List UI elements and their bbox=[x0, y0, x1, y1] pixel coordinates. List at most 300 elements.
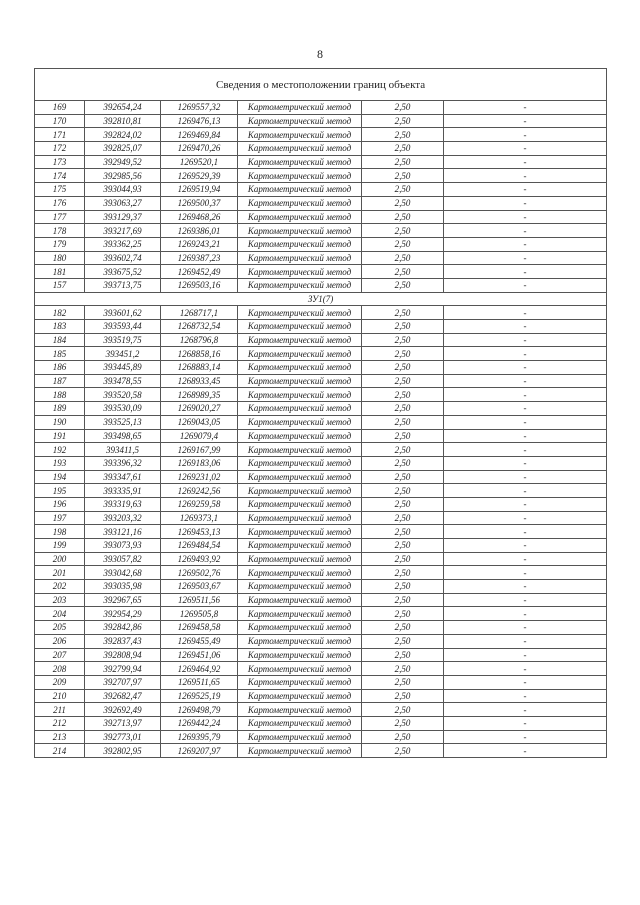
description-empty: - bbox=[444, 128, 607, 142]
description-empty: - bbox=[444, 142, 607, 156]
x-coordinate: 393396,32 bbox=[85, 456, 161, 470]
x-coordinate: 393347,61 bbox=[85, 470, 161, 484]
precision-value: 2,50 bbox=[362, 744, 444, 758]
precision-value: 2,50 bbox=[362, 402, 444, 416]
precision-value: 2,50 bbox=[362, 210, 444, 224]
precision-value: 2,50 bbox=[362, 169, 444, 183]
table-row bbox=[35, 443, 607, 457]
description-empty: - bbox=[444, 566, 607, 580]
determination-method: Картометрический метод bbox=[238, 525, 362, 539]
point-number: 198 bbox=[35, 525, 85, 539]
table-row bbox=[35, 196, 607, 210]
point-number: 177 bbox=[35, 210, 85, 224]
x-coordinate: 393593,44 bbox=[85, 320, 161, 334]
description-empty: - bbox=[444, 443, 607, 457]
table-row bbox=[35, 251, 607, 265]
table-row bbox=[35, 429, 607, 443]
table-row bbox=[35, 415, 607, 429]
point-number: 188 bbox=[35, 388, 85, 402]
determination-method: Картометрический метод bbox=[238, 183, 362, 197]
determination-method: Картометрический метод bbox=[238, 101, 362, 115]
determination-method: Картометрический метод bbox=[238, 237, 362, 251]
table-row bbox=[35, 114, 607, 128]
precision-value: 2,50 bbox=[362, 429, 444, 443]
determination-method: Картометрический метод bbox=[238, 320, 362, 334]
table-row bbox=[35, 101, 607, 115]
determination-method: Картометрический метод bbox=[238, 593, 362, 607]
point-number: 183 bbox=[35, 320, 85, 334]
precision-value: 2,50 bbox=[362, 251, 444, 265]
x-coordinate: 393445,89 bbox=[85, 361, 161, 375]
y-coordinate: 1269231,02 bbox=[161, 470, 238, 484]
determination-method: Картометрический метод bbox=[238, 128, 362, 142]
point-number: 181 bbox=[35, 265, 85, 279]
determination-method: Картометрический метод bbox=[238, 415, 362, 429]
table-row bbox=[35, 361, 607, 375]
description-empty: - bbox=[444, 333, 607, 347]
precision-value: 2,50 bbox=[362, 689, 444, 703]
y-coordinate: 1269511,56 bbox=[161, 593, 238, 607]
x-coordinate: 393520,58 bbox=[85, 388, 161, 402]
precision-value: 2,50 bbox=[362, 388, 444, 402]
precision-value: 2,50 bbox=[362, 101, 444, 115]
point-number: 185 bbox=[35, 347, 85, 361]
description-empty: - bbox=[444, 456, 607, 470]
precision-value: 2,50 bbox=[362, 525, 444, 539]
precision-value: 2,50 bbox=[362, 675, 444, 689]
x-coordinate: 392949,52 bbox=[85, 155, 161, 169]
y-coordinate: 1269468,26 bbox=[161, 210, 238, 224]
description-empty: - bbox=[444, 278, 607, 292]
determination-method: Картометрический метод bbox=[238, 511, 362, 525]
point-number: 206 bbox=[35, 634, 85, 648]
precision-value: 2,50 bbox=[362, 142, 444, 156]
x-coordinate: 393042,68 bbox=[85, 566, 161, 580]
point-number: 180 bbox=[35, 251, 85, 265]
description-empty: - bbox=[444, 607, 607, 621]
determination-method: Картометрический метод bbox=[238, 210, 362, 224]
precision-value: 2,50 bbox=[362, 716, 444, 730]
table-row bbox=[35, 703, 607, 717]
point-number: 196 bbox=[35, 497, 85, 511]
description-empty: - bbox=[444, 552, 607, 566]
y-coordinate: 1269520,1 bbox=[161, 155, 238, 169]
y-coordinate: 1269470,26 bbox=[161, 142, 238, 156]
x-coordinate: 392967,65 bbox=[85, 593, 161, 607]
description-empty: - bbox=[444, 675, 607, 689]
point-number: 213 bbox=[35, 730, 85, 744]
table-row bbox=[35, 566, 607, 580]
determination-method: Картометрический метод bbox=[238, 634, 362, 648]
description-empty: - bbox=[444, 183, 607, 197]
precision-value: 2,50 bbox=[362, 278, 444, 292]
table-row bbox=[35, 456, 607, 470]
precision-value: 2,50 bbox=[362, 306, 444, 320]
table-row bbox=[35, 662, 607, 676]
precision-value: 2,50 bbox=[362, 470, 444, 484]
precision-value: 2,50 bbox=[362, 607, 444, 621]
x-coordinate: 392713,97 bbox=[85, 716, 161, 730]
table-row bbox=[35, 511, 607, 525]
precision-value: 2,50 bbox=[362, 415, 444, 429]
point-number: 171 bbox=[35, 128, 85, 142]
x-coordinate: 393411,5 bbox=[85, 443, 161, 457]
x-coordinate: 392837,43 bbox=[85, 634, 161, 648]
determination-method: Картометрический метод bbox=[238, 621, 362, 635]
y-coordinate: 1269452,49 bbox=[161, 265, 238, 279]
table-row bbox=[35, 470, 607, 484]
description-empty: - bbox=[444, 361, 607, 375]
y-coordinate: 1269493,92 bbox=[161, 552, 238, 566]
x-coordinate: 393319,63 bbox=[85, 497, 161, 511]
point-number: 186 bbox=[35, 361, 85, 375]
description-empty: - bbox=[444, 511, 607, 525]
precision-value: 2,50 bbox=[362, 374, 444, 388]
precision-value: 2,50 bbox=[362, 484, 444, 498]
table-row bbox=[35, 237, 607, 251]
determination-method: Картометрический метод bbox=[238, 155, 362, 169]
y-coordinate: 1269079,4 bbox=[161, 429, 238, 443]
y-coordinate: 1269451,06 bbox=[161, 648, 238, 662]
determination-method: Картометрический метод bbox=[238, 196, 362, 210]
description-empty: - bbox=[444, 593, 607, 607]
x-coordinate: 392810,81 bbox=[85, 114, 161, 128]
x-coordinate: 393362,25 bbox=[85, 237, 161, 251]
point-number: 191 bbox=[35, 429, 85, 443]
y-coordinate: 1269183,06 bbox=[161, 456, 238, 470]
table-row bbox=[35, 265, 607, 279]
precision-value: 2,50 bbox=[362, 155, 444, 169]
x-coordinate: 392808,94 bbox=[85, 648, 161, 662]
description-empty: - bbox=[444, 539, 607, 553]
point-number: 210 bbox=[35, 689, 85, 703]
determination-method: Картометрический метод bbox=[238, 744, 362, 758]
point-number: 203 bbox=[35, 593, 85, 607]
y-coordinate: 1269442,24 bbox=[161, 716, 238, 730]
x-coordinate: 393530,09 bbox=[85, 402, 161, 416]
determination-method: Картометрический метод bbox=[238, 429, 362, 443]
point-number: 199 bbox=[35, 539, 85, 553]
x-coordinate: 393602,74 bbox=[85, 251, 161, 265]
section-row bbox=[35, 292, 607, 306]
precision-value: 2,50 bbox=[362, 730, 444, 744]
table-row bbox=[35, 580, 607, 594]
description-empty: - bbox=[444, 210, 607, 224]
x-coordinate: 393073,93 bbox=[85, 539, 161, 553]
table-title: Сведения о местоположении границ объекта bbox=[35, 69, 607, 101]
precision-value: 2,50 bbox=[362, 621, 444, 635]
x-coordinate: 392799,94 bbox=[85, 662, 161, 676]
y-coordinate: 1269505,8 bbox=[161, 607, 238, 621]
table-row bbox=[35, 484, 607, 498]
y-coordinate: 1268933,45 bbox=[161, 374, 238, 388]
description-empty: - bbox=[444, 716, 607, 730]
determination-method: Картометрический метод bbox=[238, 251, 362, 265]
description-empty: - bbox=[444, 347, 607, 361]
table-row bbox=[35, 744, 607, 758]
x-coordinate: 393217,69 bbox=[85, 224, 161, 238]
determination-method: Картометрический метод bbox=[238, 497, 362, 511]
precision-value: 2,50 bbox=[362, 443, 444, 457]
description-empty: - bbox=[444, 525, 607, 539]
section-label: ЗУ1(7) bbox=[35, 292, 607, 306]
description-empty: - bbox=[444, 388, 607, 402]
precision-value: 2,50 bbox=[362, 539, 444, 553]
description-empty: - bbox=[444, 320, 607, 334]
precision-value: 2,50 bbox=[362, 662, 444, 676]
determination-method: Картометрический метод bbox=[238, 265, 362, 279]
precision-value: 2,50 bbox=[362, 593, 444, 607]
determination-method: Картометрический метод bbox=[238, 443, 362, 457]
point-number: 195 bbox=[35, 484, 85, 498]
y-coordinate: 1268858,16 bbox=[161, 347, 238, 361]
x-coordinate: 392954,29 bbox=[85, 607, 161, 621]
y-coordinate: 1269498,79 bbox=[161, 703, 238, 717]
precision-value: 2,50 bbox=[362, 347, 444, 361]
precision-value: 2,50 bbox=[362, 237, 444, 251]
table-row bbox=[35, 183, 607, 197]
x-coordinate: 392842,86 bbox=[85, 621, 161, 635]
table-row bbox=[35, 689, 607, 703]
point-number: 173 bbox=[35, 155, 85, 169]
point-number: 197 bbox=[35, 511, 85, 525]
determination-method: Картометрический метод bbox=[238, 675, 362, 689]
y-coordinate: 1269503,16 bbox=[161, 278, 238, 292]
determination-method: Картометрический метод bbox=[238, 402, 362, 416]
table-row bbox=[35, 210, 607, 224]
point-number: 205 bbox=[35, 621, 85, 635]
y-coordinate: 1269395,79 bbox=[161, 730, 238, 744]
x-coordinate: 392985,56 bbox=[85, 169, 161, 183]
table-row bbox=[35, 621, 607, 635]
description-empty: - bbox=[444, 155, 607, 169]
determination-method: Картометрический метод bbox=[238, 566, 362, 580]
x-coordinate: 393063,27 bbox=[85, 196, 161, 210]
y-coordinate: 1269511,65 bbox=[161, 675, 238, 689]
point-number: 178 bbox=[35, 224, 85, 238]
determination-method: Картометрический метод bbox=[238, 224, 362, 238]
table-row bbox=[35, 716, 607, 730]
point-number: 176 bbox=[35, 196, 85, 210]
x-coordinate: 392654,24 bbox=[85, 101, 161, 115]
description-empty: - bbox=[444, 114, 607, 128]
determination-method: Картометрический метод bbox=[238, 662, 362, 676]
y-coordinate: 1269525,19 bbox=[161, 689, 238, 703]
description-empty: - bbox=[444, 237, 607, 251]
y-coordinate: 1269207,97 bbox=[161, 744, 238, 758]
y-coordinate: 1269458,58 bbox=[161, 621, 238, 635]
point-number: 172 bbox=[35, 142, 85, 156]
table-row bbox=[35, 333, 607, 347]
table-row bbox=[35, 730, 607, 744]
y-coordinate: 1268717,1 bbox=[161, 306, 238, 320]
point-number: 189 bbox=[35, 402, 85, 416]
y-coordinate: 1269453,13 bbox=[161, 525, 238, 539]
determination-method: Картометрический метод bbox=[238, 552, 362, 566]
y-coordinate: 1268989,35 bbox=[161, 388, 238, 402]
point-number: 201 bbox=[35, 566, 85, 580]
determination-method: Картометрический метод bbox=[238, 716, 362, 730]
y-coordinate: 1269387,23 bbox=[161, 251, 238, 265]
x-coordinate: 392825,07 bbox=[85, 142, 161, 156]
point-number: 200 bbox=[35, 552, 85, 566]
y-coordinate: 1269386,01 bbox=[161, 224, 238, 238]
precision-value: 2,50 bbox=[362, 552, 444, 566]
x-coordinate: 393203,32 bbox=[85, 511, 161, 525]
precision-value: 2,50 bbox=[362, 703, 444, 717]
x-coordinate: 393519,75 bbox=[85, 333, 161, 347]
table-row bbox=[35, 525, 607, 539]
page-number: 8 bbox=[317, 47, 323, 61]
determination-method: Картометрический метод bbox=[238, 333, 362, 347]
point-number: 193 bbox=[35, 456, 85, 470]
point-number: 174 bbox=[35, 169, 85, 183]
y-coordinate: 1268732,54 bbox=[161, 320, 238, 334]
precision-value: 2,50 bbox=[362, 634, 444, 648]
x-coordinate: 393713,75 bbox=[85, 278, 161, 292]
point-number: 209 bbox=[35, 675, 85, 689]
y-coordinate: 1269464,92 bbox=[161, 662, 238, 676]
description-empty: - bbox=[444, 730, 607, 744]
determination-method: Картометрический метод bbox=[238, 470, 362, 484]
description-empty: - bbox=[444, 101, 607, 115]
y-coordinate: 1269259,58 bbox=[161, 497, 238, 511]
description-empty: - bbox=[444, 415, 607, 429]
y-coordinate: 1269243,21 bbox=[161, 237, 238, 251]
y-coordinate: 1269503,67 bbox=[161, 580, 238, 594]
point-number: 187 bbox=[35, 374, 85, 388]
determination-method: Картометрический метод bbox=[238, 388, 362, 402]
x-coordinate: 392707,97 bbox=[85, 675, 161, 689]
y-coordinate: 1269469,84 bbox=[161, 128, 238, 142]
description-empty: - bbox=[444, 484, 607, 498]
y-coordinate: 1269242,56 bbox=[161, 484, 238, 498]
point-number: 207 bbox=[35, 648, 85, 662]
determination-method: Картометрический метод bbox=[238, 456, 362, 470]
determination-method: Картометрический метод bbox=[238, 607, 362, 621]
determination-method: Картометрический метод bbox=[238, 689, 362, 703]
table-row bbox=[35, 374, 607, 388]
description-empty: - bbox=[444, 306, 607, 320]
determination-method: Картометрический метод bbox=[238, 169, 362, 183]
point-number: 204 bbox=[35, 607, 85, 621]
description-empty: - bbox=[444, 224, 607, 238]
description-empty: - bbox=[444, 497, 607, 511]
description-empty: - bbox=[444, 265, 607, 279]
precision-value: 2,50 bbox=[362, 361, 444, 375]
description-empty: - bbox=[444, 169, 607, 183]
point-number: 192 bbox=[35, 443, 85, 457]
point-number: 194 bbox=[35, 470, 85, 484]
description-empty: - bbox=[444, 196, 607, 210]
table-row bbox=[35, 634, 607, 648]
point-number: 175 bbox=[35, 183, 85, 197]
table-row bbox=[35, 306, 607, 320]
table-row bbox=[35, 155, 607, 169]
table-row bbox=[35, 224, 607, 238]
x-coordinate: 392682,47 bbox=[85, 689, 161, 703]
table-row bbox=[35, 497, 607, 511]
precision-value: 2,50 bbox=[362, 566, 444, 580]
determination-method: Картометрический метод bbox=[238, 278, 362, 292]
determination-method: Картометрический метод bbox=[238, 484, 362, 498]
point-number: 214 bbox=[35, 744, 85, 758]
y-coordinate: 1269484,54 bbox=[161, 539, 238, 553]
precision-value: 2,50 bbox=[362, 648, 444, 662]
point-number: 202 bbox=[35, 580, 85, 594]
description-empty: - bbox=[444, 689, 607, 703]
table-row bbox=[35, 593, 607, 607]
determination-method: Картометрический метод bbox=[238, 703, 362, 717]
precision-value: 2,50 bbox=[362, 183, 444, 197]
y-coordinate: 1269043,05 bbox=[161, 415, 238, 429]
description-empty: - bbox=[444, 662, 607, 676]
table-row bbox=[35, 320, 607, 334]
x-coordinate: 393035,98 bbox=[85, 580, 161, 594]
point-number: 182 bbox=[35, 306, 85, 320]
determination-method: Картометрический метод bbox=[238, 580, 362, 594]
determination-method: Картометрический метод bbox=[238, 730, 362, 744]
determination-method: Картометрический метод bbox=[238, 648, 362, 662]
determination-method: Картометрический метод bbox=[238, 374, 362, 388]
y-coordinate: 1269502,76 bbox=[161, 566, 238, 580]
x-coordinate: 393525,13 bbox=[85, 415, 161, 429]
x-coordinate: 393057,82 bbox=[85, 552, 161, 566]
table-row bbox=[35, 347, 607, 361]
description-empty: - bbox=[444, 621, 607, 635]
table-row bbox=[35, 388, 607, 402]
description-empty: - bbox=[444, 470, 607, 484]
point-number: 179 bbox=[35, 237, 85, 251]
table-row bbox=[35, 539, 607, 553]
x-coordinate: 393498,65 bbox=[85, 429, 161, 443]
y-coordinate: 1269020,27 bbox=[161, 402, 238, 416]
table-row bbox=[35, 142, 607, 156]
y-coordinate: 1269519,94 bbox=[161, 183, 238, 197]
x-coordinate: 393675,52 bbox=[85, 265, 161, 279]
point-number: 157 bbox=[35, 278, 85, 292]
y-coordinate: 1269476,13 bbox=[161, 114, 238, 128]
x-coordinate: 392802,95 bbox=[85, 744, 161, 758]
x-coordinate: 393044,93 bbox=[85, 183, 161, 197]
determination-method: Картометрический метод bbox=[238, 347, 362, 361]
description-empty: - bbox=[444, 744, 607, 758]
description-empty: - bbox=[444, 429, 607, 443]
y-coordinate: 1269455,49 bbox=[161, 634, 238, 648]
precision-value: 2,50 bbox=[362, 265, 444, 279]
description-empty: - bbox=[444, 634, 607, 648]
y-coordinate: 1269557,32 bbox=[161, 101, 238, 115]
table-row bbox=[35, 552, 607, 566]
y-coordinate: 1269500,37 bbox=[161, 196, 238, 210]
description-empty: - bbox=[444, 703, 607, 717]
determination-method: Картометрический метод bbox=[238, 306, 362, 320]
x-coordinate: 392824,02 bbox=[85, 128, 161, 142]
precision-value: 2,50 bbox=[362, 333, 444, 347]
table-row bbox=[35, 648, 607, 662]
y-coordinate: 1269373,1 bbox=[161, 511, 238, 525]
x-coordinate: 393121,16 bbox=[85, 525, 161, 539]
table-row bbox=[35, 675, 607, 689]
boundary-coordinates-table bbox=[34, 68, 607, 758]
point-number: 208 bbox=[35, 662, 85, 676]
determination-method: Картометрический метод bbox=[238, 361, 362, 375]
x-coordinate: 392773,01 bbox=[85, 730, 161, 744]
point-number: 169 bbox=[35, 101, 85, 115]
precision-value: 2,50 bbox=[362, 128, 444, 142]
precision-value: 2,50 bbox=[362, 320, 444, 334]
description-empty: - bbox=[444, 251, 607, 265]
